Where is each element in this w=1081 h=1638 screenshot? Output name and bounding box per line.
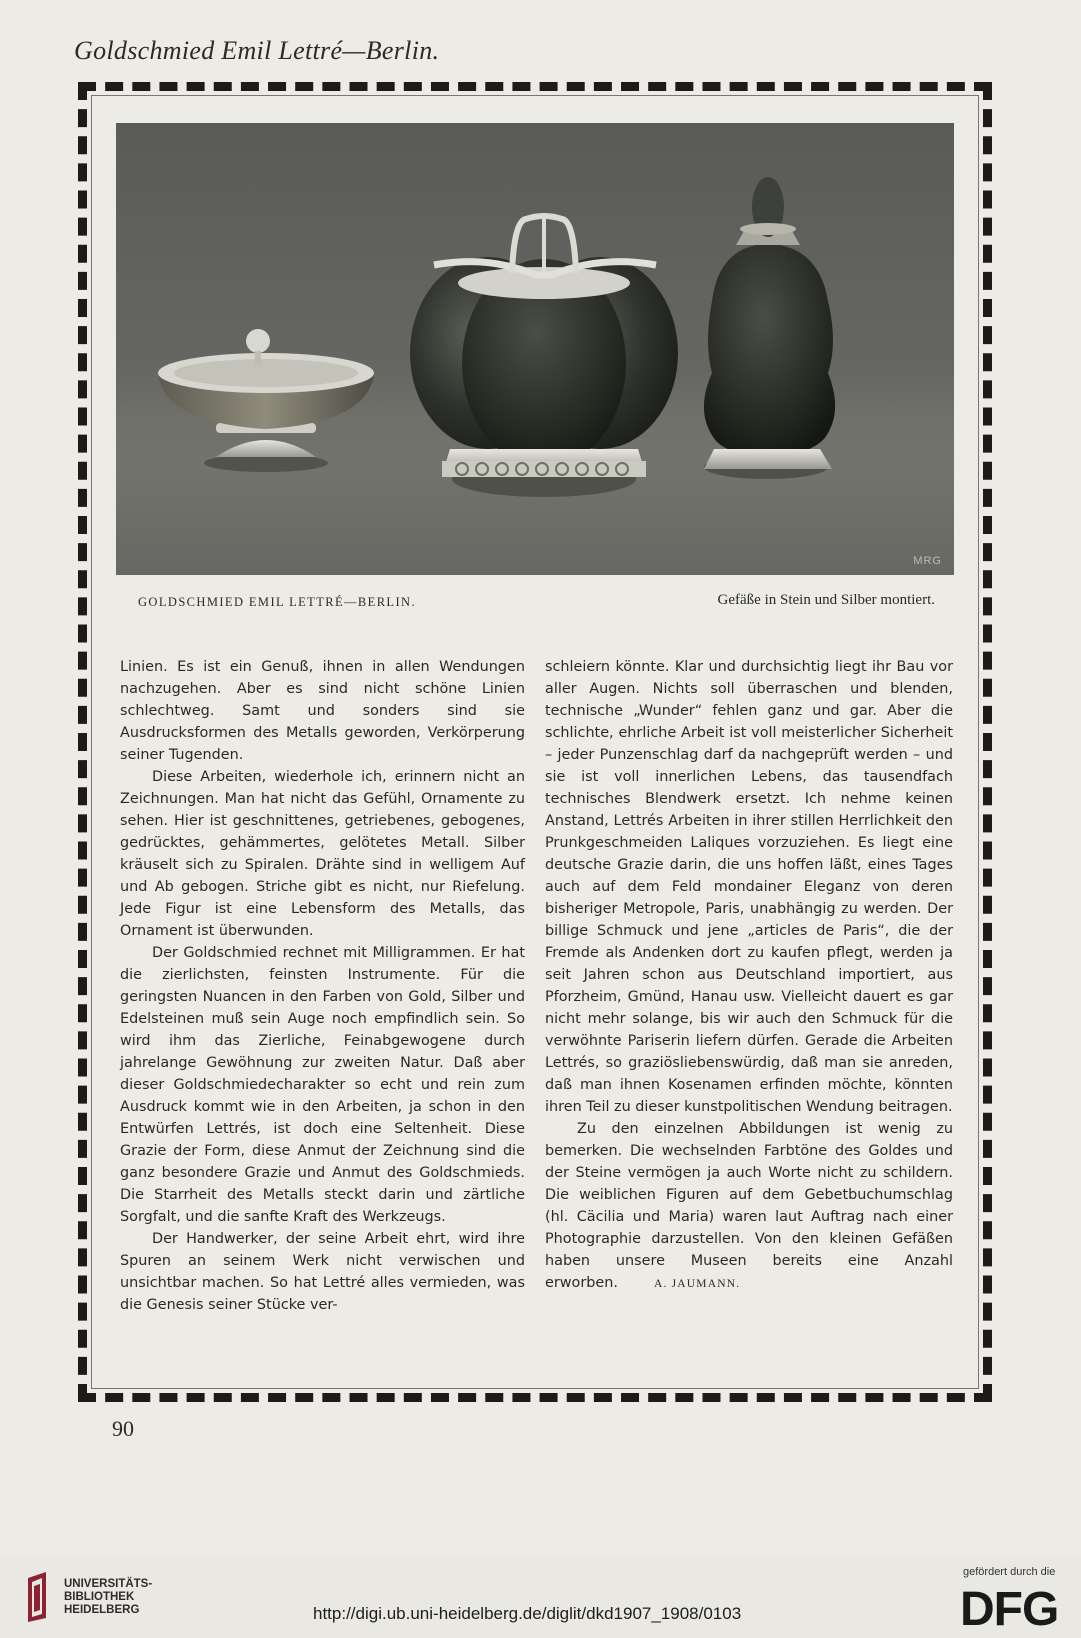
article-left-column — [120, 656, 525, 1316]
article-right-column — [545, 656, 953, 1295]
author-signature: A. JAUMANN. — [653, 1278, 741, 1290]
figure-caption-left: GOLDSCHMIED EMIL LETTRÉ—BERLIN. — [138, 595, 416, 609]
three-lobed-jar — [410, 216, 678, 497]
pear-bottle — [704, 177, 835, 479]
running-title: Goldschmied Emil Lettré—Berlin. — [74, 36, 440, 65]
funded-by-label: gefördert durch die — [963, 1566, 1056, 1578]
page-number: 90 — [112, 1416, 134, 1441]
paragraph — [545, 1118, 953, 1295]
photographer-monogram: MRG — [913, 555, 942, 567]
university-seal-icon — [24, 1568, 58, 1624]
paragraph: Der Handwerker, der seine Arbeit ehrt, wird ihre Spuren an seinem Werk nicht verwischen und unsichtbar machen. So hat Lettré alles vermieden, was die Genesis seiner Stücke ver- — [120, 1231, 525, 1313]
permalink-url[interactable]: http://digi.ub.uni-heidelberg.de/diglit/dkd1907_1908/0103 — [313, 1604, 742, 1623]
library-line: UNIVERSITÄTS- — [64, 1578, 153, 1590]
dfg-logo: DFG — [960, 1583, 1059, 1636]
figure-caption-right: Gefäße in Stein und Silber montiert. — [717, 592, 935, 608]
paragraph: Diese Arbeiten, wiederhole ich, erinnern nicht an Zeichnungen. Man hat nicht das Gefühl, Ornamente zu sehen. Hier ist geschnittenes, getriebenes, gebogenes, gedrücktes, gehämmertes, gelötetes Metall. Silber kräuselt sich zu Spiralen. Drähte sind in welligem Auf und Ab gebogen. Striche gibt es nicht, nur Riefelung. Jede Figur ist eine Lebensform des Metalls, das Ornament ist überwunden. — [120, 769, 525, 939]
paragraph: schleiern könnte. Klar und durchsichtig liegt ihr Bau vor aller Augen. Nichts soll überraschen und blenden, technische „Wunder“ fehlen ganz und gar. Aber die schlichte, ehrliche Arbeit ist voll meisterlicher Sicherheit – jeder Punzenschlag darf da nachgeprüft werden – und sie ist voll innerlichen Lebens, das tausendfach technisches Blendwerk ersetzt. Ich nehme keinen Anstand, Lettrés Arbeiten in ihrer stillen Herrlichkeit den Prunkgeschmeiden Laliques vorzuziehen. Es liegt eine deutsche Grazie darin, die uns hoffen läßt, eines Tages auch auf dem Feld mondainer Eleganz von deren bisheriger Metropole, Paris, unabhängig zu werden. Der billige Schmuck und jene „articles de Paris“, die der Fremde als Andenken dort zu kaufen pflegt, werden ja seit Jahren schon aus Deutschland importiert, aus Pforzheim, Gmünd, Hanau usw. Vielleicht dauert es gar nicht mehr solange, bis wir auch den Schmuck für die verwöhnte Pariserin liefern dürfen. Gerade die Arbeiten Lettrés, so graziösliebenswürdig, daß man sie anreden, daß man ihnen Kosenamen erfinden möchte, könnten ihren Teil zu dieser kunstpolitischen Wendung beitragen. — [545, 659, 953, 1115]
paragraph: Linien. Es ist ein Genuß, ihnen in allen Wendungen nachzugehen. Aber es sind nicht schöne Linien schlechtweg. Samt und sonders sind sie Ausdrucksformen des Metalls geworden, Verkörperung seiner Tugenden. — [120, 659, 525, 763]
vessels-photograph — [116, 123, 954, 575]
library-name — [64, 1578, 152, 1617]
vessels-illustration — [116, 123, 954, 575]
digitization-footer — [0, 1556, 1081, 1638]
library-line: HEIDELBERG — [64, 1604, 140, 1616]
paragraph-text: Zu den einzelnen Abbildungen ist wenig zu bemerken. Die wechselnden Farbtöne des Goldes und der Steine vermögen ja auch Worte nicht zu schildern. Die weiblichen Figuren auf dem Gebetbuchumschlag (hl. Cäcilia und Maria) waren laut Auftrag nach einer Photographie darzustellen. Von den kleinen Gefäßen haben unsere Museen bereits eine Anzahl erworben. — [545, 1121, 953, 1291]
paragraph: Der Goldschmied rechnet mit Milligrammen. Er hat die zierlichsten, feinsten Instrumente. Für die geringsten Nuancen in den Farben von Gold, Silber und Edelsteinen muß sein Auge noch empfindlich sein. So wird ihm das Zierliche, Feinabgewogene durch jahrelange Gewöhnung zur zweiten Natur. Daß aber dieser Goldschmiedecharakter so echt und rein zum Ausdruck kommt wie in den Arbeiten, ja schon in den Entwürfen Lettrés, ist doch eine Seltenheit. Diese Grazie der Form, diese Anmut der Zeichnung sind die ganz besondere Grazie und Anmut des Goldschmieds. Die Starrheit des Metalls steckt darin und zärtliche Sorgfalt, und die sanfte Kraft des Werkzeugs. — [120, 945, 525, 1225]
library-line: BIBLIOTHEK — [64, 1591, 135, 1603]
